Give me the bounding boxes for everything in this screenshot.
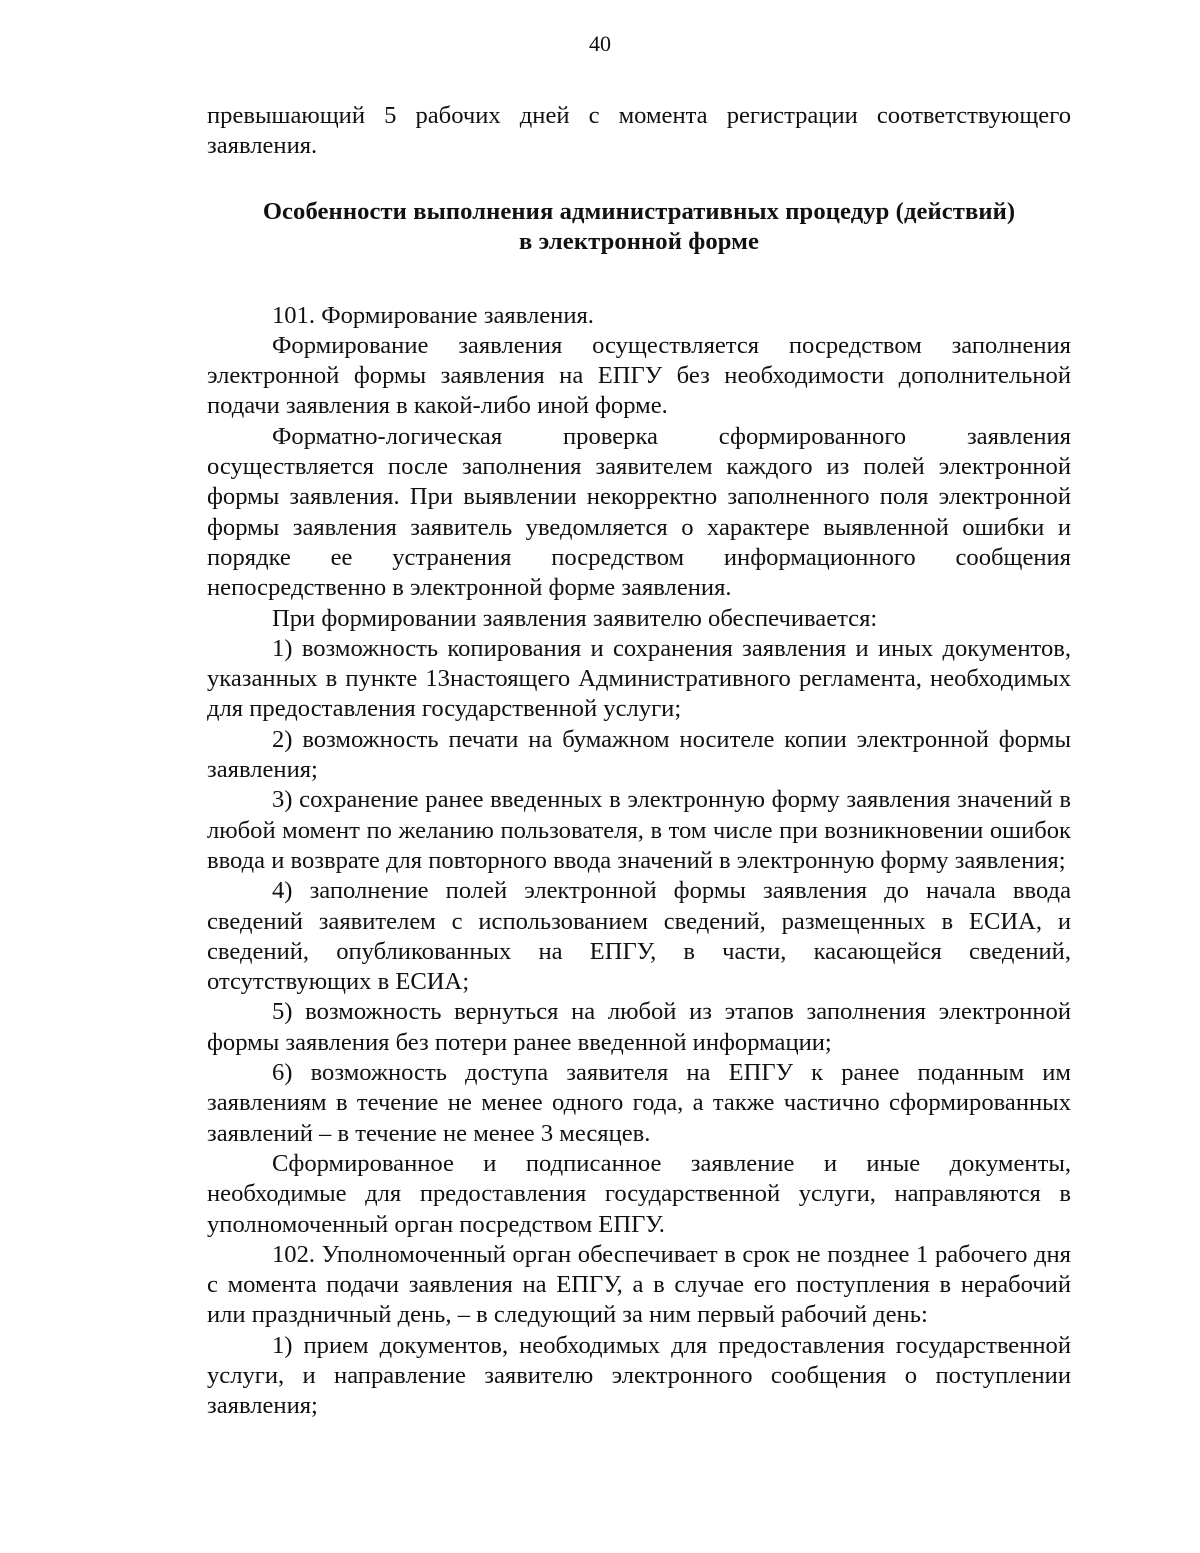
clause-101-paragraph-4: Сформированное и подписанное заявление и иные документы, необходимые для предоставления государственной услуги, направляются в уполномоченный орган посредством ЕПГУ. [207, 1149, 1071, 1238]
clause-101-paragraph-2: Форматно-логическая проверка сформированного заявления осуществляется после заполнения заявителем каждого из полей электронной формы заявления. При выявлении некорректно заполненного поля электронной формы заявления заявитель уведомляется о характере выявленной ошибки и порядке ее устранения посредством информационного сообщения непосредственно в электронной форме заявления. [207, 422, 1071, 602]
clause-102-list-item-1: 1) прием документов, необходимых для предоставления государственной услуги, и направление заявителю электронного сообщения о поступлении заявления; [207, 1331, 1071, 1420]
section-heading [207, 197, 1071, 257]
list-item-1: 1) возможность копирования и сохранения заявления и иных документов, указанных в пункте 13настоящего Административного регламента, необходимых для предоставления государственной услуги; [207, 634, 1071, 723]
continuation-paragraph: превышающий 5 рабочих дней с момента регистрации соответствующего заявления. [207, 102, 1071, 160]
clause-101-title: 101. Формирование заявления. [272, 301, 594, 329]
list-item-5: 5) возможность вернуться на любой из этапов заполнения электронной формы заявления без потери ранее введенной информации; [207, 998, 1071, 1056]
list-item-2: 2) возможность печати на бумажном носителе копии электронной формы заявления; [207, 725, 1071, 784]
section-heading-line-2: в электронной форме [519, 227, 759, 255]
document-body [207, 101, 1071, 1422]
list-item-4: 4) заполнение полей электронной формы заявления до начала ввода сведений заявителем с использованием сведений, размещенных в ЕСИА, и сведений, опубликованных на ЕПГУ, в части, касающейся сведений, отсутствующих в ЕСИА; [207, 877, 1071, 996]
clause-102-paragraph: 102. Уполномоченный орган обеспечивает в срок не позднее 1 рабочего дня с момента подачи заявления на ЕПГУ, а в случае его поступления в нерабочий или праздничный день, – в следующий за ним первый рабочий день: [207, 1240, 1071, 1329]
list-item-6: 6) возможность доступа заявителя на ЕПГУ к ранее поданным им заявлениям в течение не менее одного года, а также частично сформированных заявлений – в течение не менее 3 месяцев. [207, 1059, 1071, 1147]
clause-101-paragraph-3: При формировании заявления заявителю обеспечивается: [272, 604, 878, 632]
clause-101-paragraph-1: Формирование заявления осуществляется посредством заполнения электронной формы заявления на ЕПГУ без необходимости дополнительной подачи заявления в какой-либо иной форме. [207, 331, 1071, 420]
page-number: 40 [589, 31, 611, 56]
list-item-3: 3) сохранение ранее введенных в электронную форму заявления значений в любой момент по желанию пользователя, в том числе при возникновении ошибок ввода и возврате для повторного ввода значений в электронную форму заявления; [207, 786, 1071, 874]
section-heading-line-1: Особенности выполнения административных процедур (действий) [262, 197, 1016, 225]
